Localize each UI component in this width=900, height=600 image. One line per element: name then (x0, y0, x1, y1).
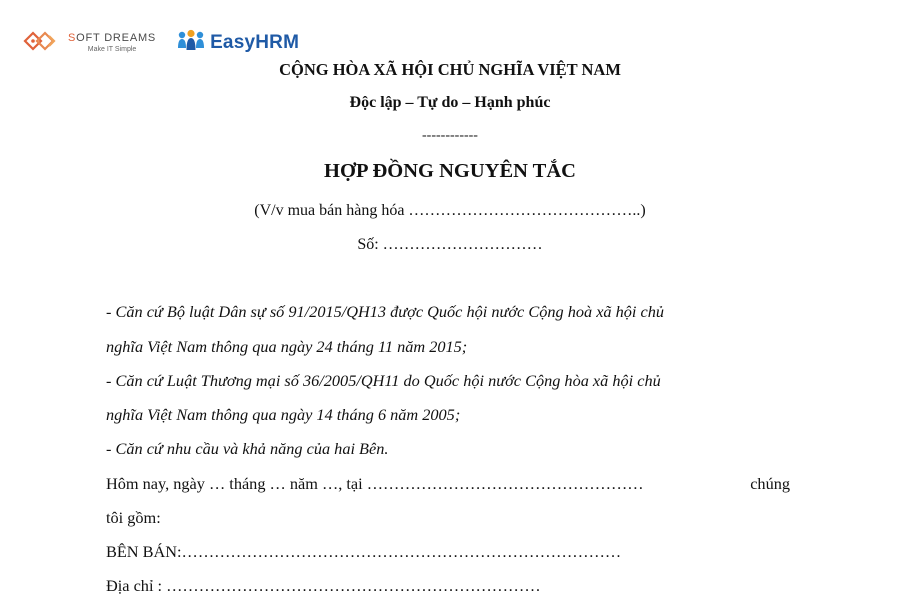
preamble-line-1: - Căn cứ Bộ luật Dân sự số 91/2015/QH13 được Quốc hội nước Cộng hoà xã hội chủ (106, 302, 665, 321)
preamble-line-2: nghĩa Việt Nam thông qua ngày 24 tháng 11 năm 2015; (106, 337, 468, 356)
contract-title: HỢP ĐỒNG NGUYÊN TẮC (324, 160, 576, 182)
softdreams-tagline: Make IT Simple (87, 46, 137, 53)
today-row (106, 474, 790, 494)
contract-number: Số: ………………………… (357, 236, 543, 253)
today-text-end: chúng (750, 474, 790, 493)
contract-subject: (V/v mua bán hàng hóa ……………………………………..) (254, 202, 646, 219)
softdreams-wordmark: SOFT DREAMS (68, 32, 157, 44)
today-text: Hôm nay, ngày … tháng … năm …, tại …………………………………………… (106, 474, 644, 493)
preamble-line-3: - Căn cứ Luật Thương mại số 36/2005/QH11 do Quốc hội nước Cộng hòa xã hội chủ (106, 371, 661, 390)
softdreams-logo-icon (22, 28, 64, 59)
nation-title: CỘNG HÒA XÃ HỘI CHỦ NGHĨA VIỆT NAM (279, 60, 621, 79)
preamble-line-4: nghĩa Việt Nam thông qua ngày 14 tháng 6 năm 2005; (106, 405, 461, 424)
national-motto: Độc lập – Tự do – Hạnh phúc (349, 94, 551, 111)
preamble-line-5: - Căn cứ nhu cầu và khả năng của hai Bên. (106, 439, 389, 458)
parties-intro: tôi gồm: (106, 508, 161, 527)
easyhrm-people-icon (176, 28, 206, 59)
header-logos (22, 28, 299, 58)
seller-line: BÊN BÁN:……………………………………………………………………… (106, 542, 622, 561)
easyhrm-wordmark: EasyHRM (210, 32, 300, 53)
softdreams-logo (22, 28, 156, 59)
header-divider: ------------ (422, 128, 478, 143)
easyhrm-logo (176, 28, 299, 59)
address-line: Địa chỉ : …………………………………………………………… (106, 576, 541, 595)
